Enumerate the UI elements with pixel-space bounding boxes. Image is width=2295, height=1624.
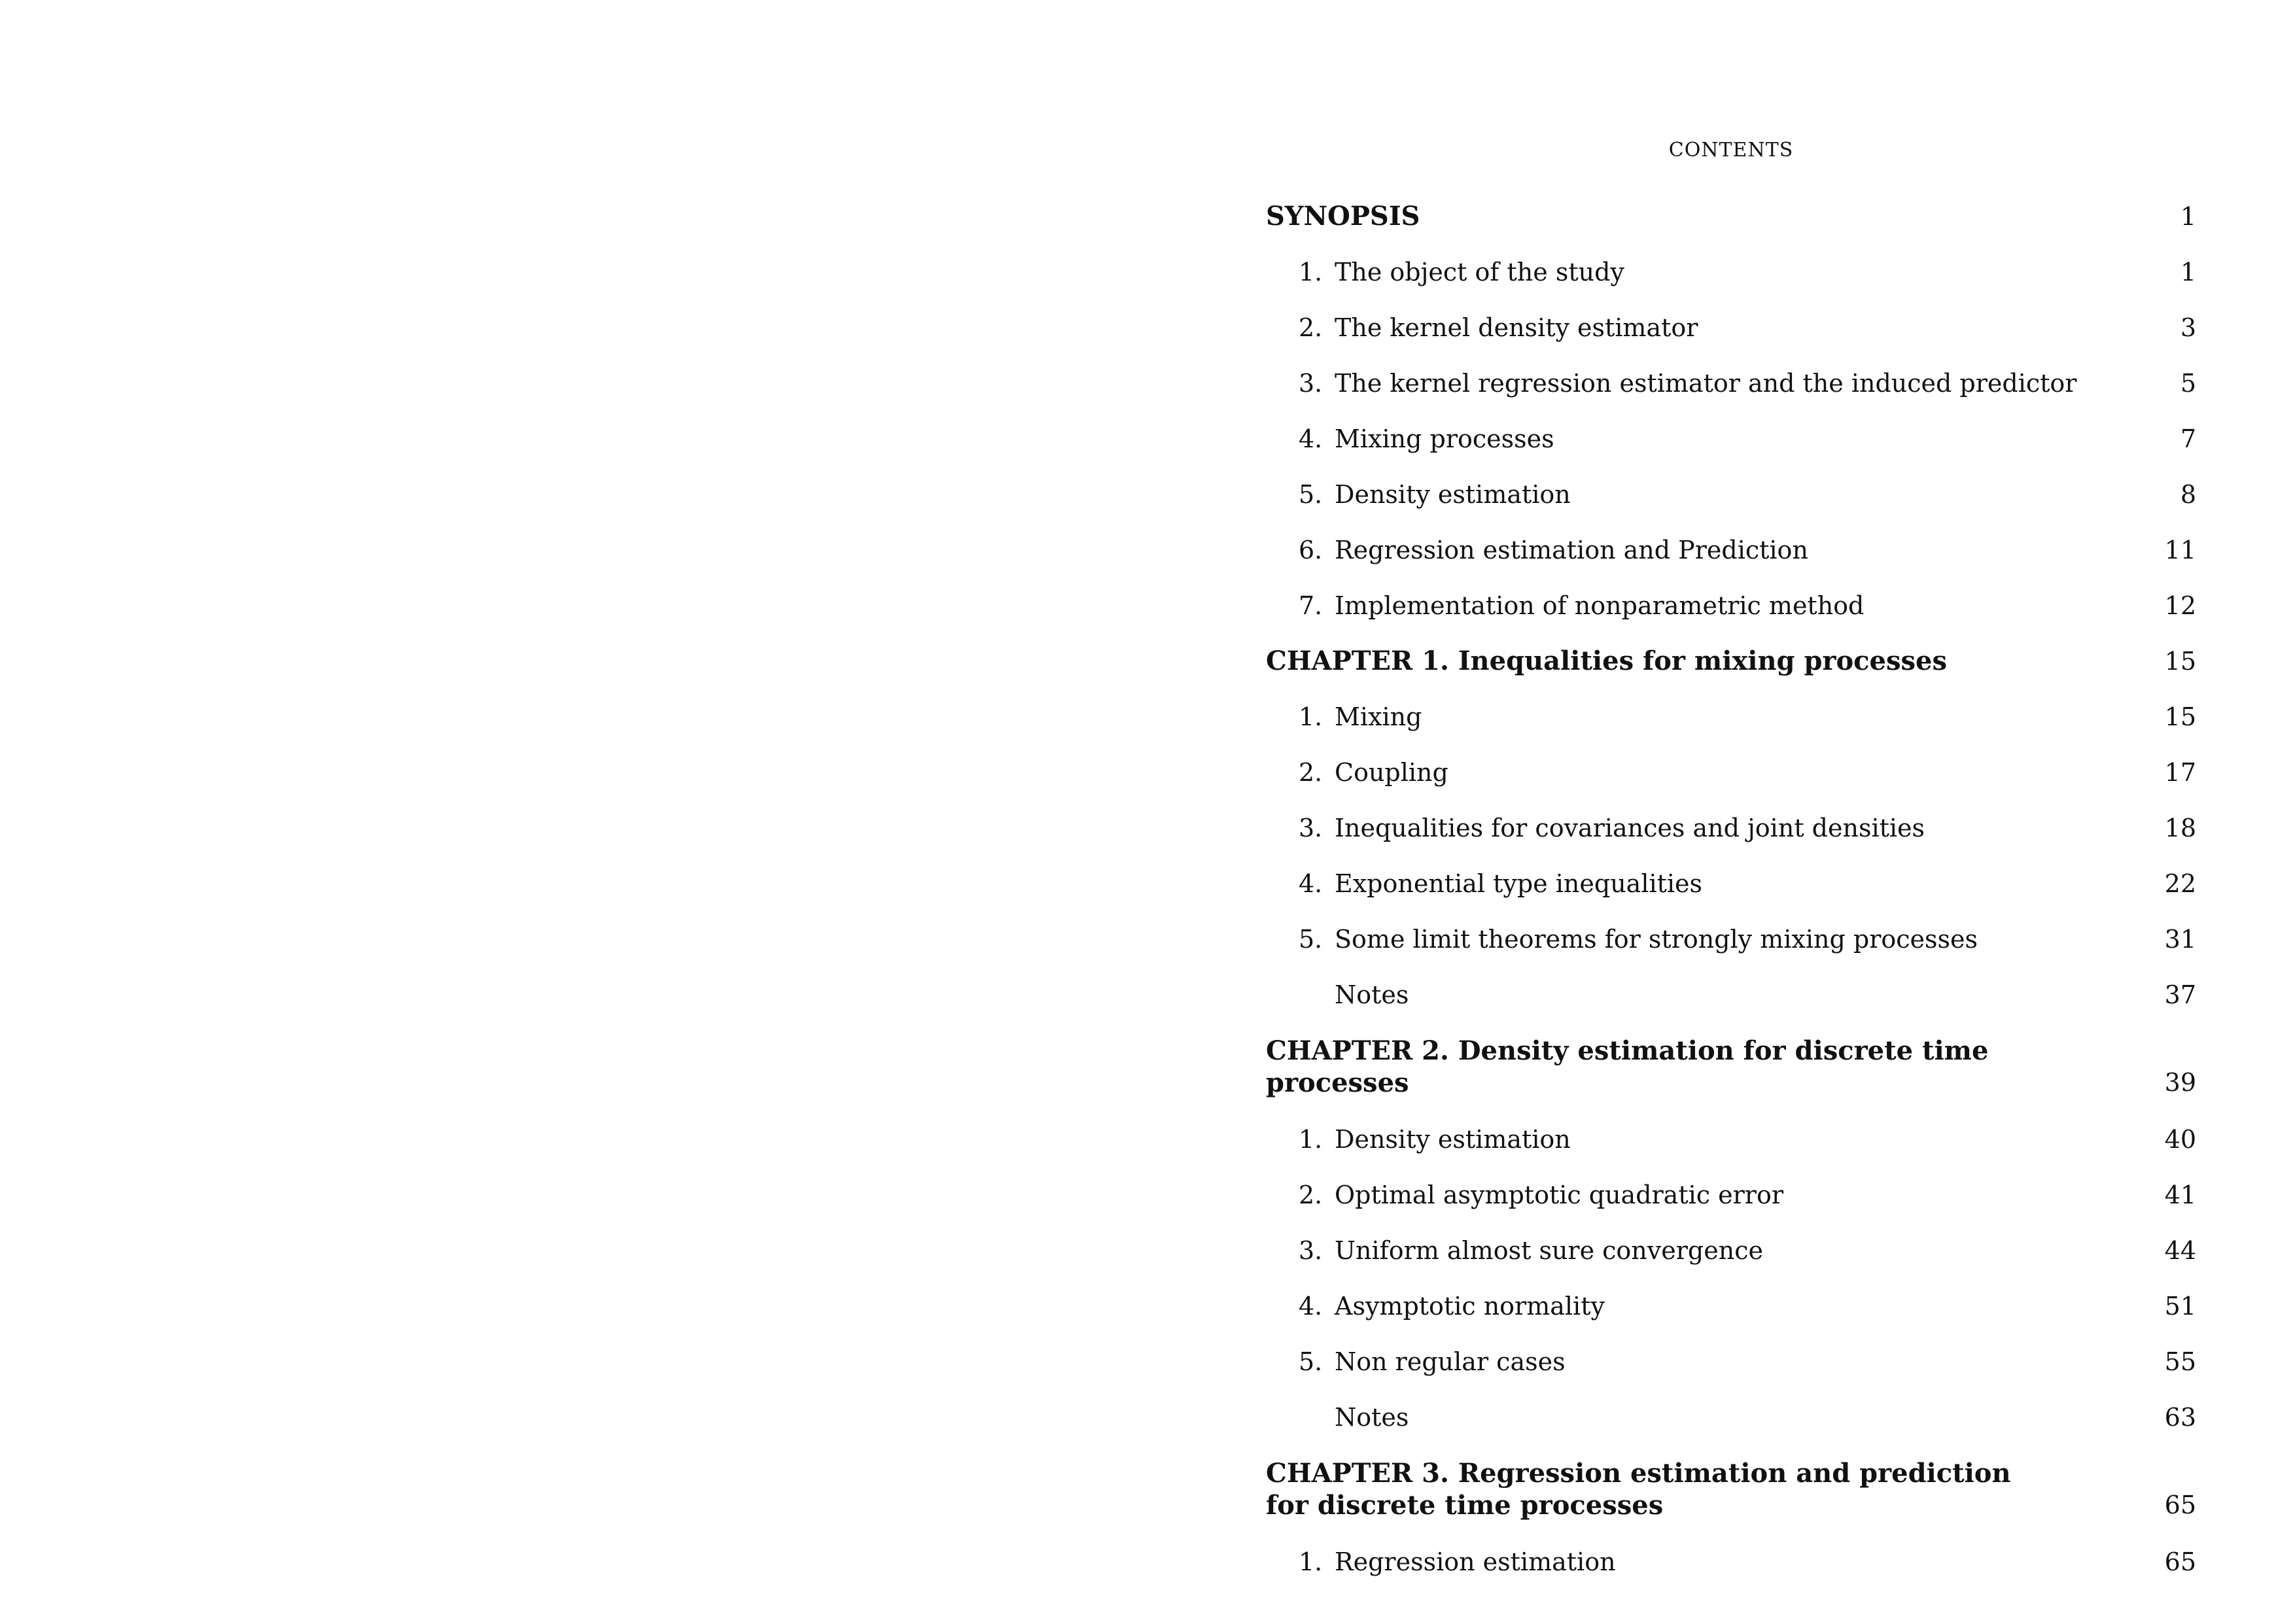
toc-section-entry [1266, 1389, 2196, 1445]
page-number: 22 [2164, 869, 2196, 898]
section-number: 2. [1299, 1180, 1323, 1209]
toc-section-entry [1266, 1167, 2196, 1222]
toc-section-entry [1266, 244, 2196, 300]
page-number: 55 [2164, 1347, 2196, 1376]
toc-section-entry [1266, 800, 2196, 855]
toc-section-entry [1266, 1222, 2196, 1278]
toc-section-entry [1266, 1334, 2196, 1389]
entry-title: SYNOPSIS [1266, 201, 1420, 232]
entry-title: Non regular cases [1335, 1347, 1566, 1376]
page-number: 31 [2164, 924, 2196, 954]
section-number: 5. [1299, 479, 1323, 509]
page-number: 3 [2180, 313, 2196, 342]
page-number: 63 [2164, 1402, 2196, 1432]
toc-section-entry [1266, 967, 2196, 1022]
page-number: 5 [2180, 368, 2196, 398]
entry-title: The kernel density estimator [1335, 313, 1698, 342]
entry-title: Inequalities for covariances and joint densities [1335, 813, 1925, 842]
entry-title: Density estimation [1335, 1124, 1571, 1154]
section-number: 3. [1299, 813, 1323, 842]
page-number: 1 [2180, 201, 2196, 231]
entry-title: Some limit theorems for strongly mixing processes [1335, 924, 1978, 954]
page-header: CONTENTS [1668, 139, 1794, 162]
section-number: 3. [1299, 1235, 1323, 1265]
toc-section-entry [1266, 411, 2196, 466]
section-number: 1. [1299, 1124, 1323, 1154]
entry-title: Implementation of nonparametric method [1335, 591, 1865, 620]
toc-chapter-entry [1266, 1022, 2196, 1111]
entry-title: Notes [1335, 1402, 1409, 1432]
entry-title: Asymptotic normality [1335, 1291, 1605, 1321]
section-number: 4. [1299, 869, 1323, 898]
toc-section-entry [1266, 578, 2196, 633]
section-number: 4. [1299, 1291, 1323, 1321]
toc-chapter-entry [1266, 188, 2196, 244]
entry-title: Uniform almost sure convergence [1335, 1235, 1763, 1265]
toc-section-entry [1266, 1278, 2196, 1334]
section-number: 7. [1299, 591, 1323, 620]
page-number: 44 [2164, 1235, 2196, 1265]
toc-section-entry [1266, 522, 2196, 578]
toc-chapter-entry [1266, 633, 2196, 689]
entry-title: Coupling [1335, 757, 1448, 787]
toc-section-entry [1266, 300, 2196, 355]
toc-section-entry [1266, 466, 2196, 522]
page-number: 12 [2164, 591, 2196, 620]
toc-section-entry [1266, 855, 2196, 911]
section-number: 4. [1299, 424, 1323, 453]
page-number: 7 [2180, 424, 2196, 453]
toc-section-entry [1266, 689, 2196, 744]
page-number: 11 [2164, 535, 2196, 564]
entry-title: CHAPTER 3. Regression estimation and prediction for discrete time processes [1266, 1458, 2011, 1521]
entry-title: Regression estimation and Prediction [1335, 535, 1808, 564]
page-number: 15 [2164, 646, 2196, 676]
page-number: 37 [2164, 980, 2196, 1009]
page-number: 41 [2164, 1180, 2196, 1209]
entry-title: CHAPTER 2. Density estimation for discrete time processes [1266, 1035, 1989, 1098]
section-number: 1. [1299, 257, 1323, 286]
section-number: 6. [1299, 535, 1323, 564]
page-number: 65 [2164, 1491, 2196, 1519]
section-number: 2. [1299, 313, 1323, 342]
page-number: 8 [2180, 479, 2196, 509]
page-number: 40 [2164, 1124, 2196, 1154]
page-number: 15 [2164, 702, 2196, 731]
entry-title: The object of the study [1335, 257, 1624, 286]
entry-title: CHAPTER 1. Inequalities for mixing processes [1266, 646, 1947, 676]
entry-title: Density estimation [1335, 479, 1571, 509]
toc-section-entry [1266, 1111, 2196, 1167]
page-number: 51 [2164, 1291, 2196, 1321]
section-number: 2. [1299, 757, 1323, 787]
toc-section-entry [1266, 744, 2196, 800]
entry-title: Optimal asymptotic quadratic error [1335, 1180, 1783, 1209]
page-number: 18 [2164, 813, 2196, 842]
section-number: 1. [1299, 1547, 1323, 1576]
entry-title: Mixing processes [1335, 424, 1554, 453]
page-number: 1 [2180, 257, 2196, 286]
toc-section-entry [1266, 355, 2196, 411]
section-number: 5. [1299, 1347, 1323, 1376]
table-of-contents [1266, 188, 2196, 1589]
toc-section-entry [1266, 911, 2196, 967]
section-number: 5. [1299, 924, 1323, 954]
section-number: 1. [1299, 702, 1323, 731]
entry-title: Notes [1335, 980, 1409, 1009]
page-number: 65 [2164, 1547, 2196, 1576]
page-number: 39 [2164, 1068, 2196, 1097]
entry-title: Mixing [1335, 702, 1422, 731]
section-number: 3. [1299, 368, 1323, 398]
entry-title: Exponential type inequalities [1335, 869, 1703, 898]
page-number: 17 [2164, 757, 2196, 787]
toc-chapter-entry [1266, 1445, 2196, 1534]
entry-title: The kernel regression estimator and the induced predictor [1335, 368, 2077, 398]
toc-section-entry [1266, 1534, 2196, 1589]
entry-title: Regression estimation [1335, 1547, 1616, 1576]
